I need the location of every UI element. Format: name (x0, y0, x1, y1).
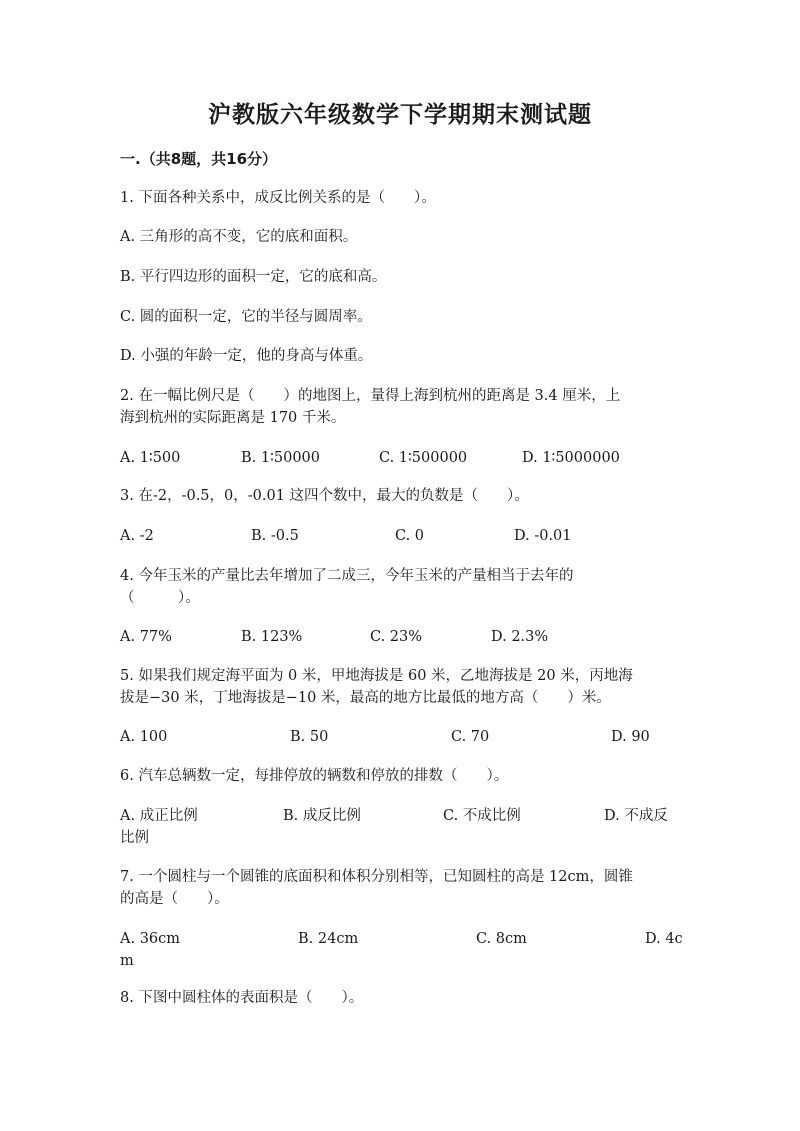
question-1-stem: 1. 下面各种关系中，成反比例关系的是（ ）。 (120, 190, 436, 206)
question-6-stem: 6. 汽车总辆数一定，每排停放的辆数和停放的排数（ ）。 (120, 768, 509, 784)
question-5-option-d: D. 90 (611, 729, 650, 745)
question-6-option-d-wrap: 比例 (120, 830, 149, 846)
question-6-option-a: A. 成正比例 (120, 808, 198, 824)
question-7-option-d-wrap: m (120, 953, 134, 969)
question-6-option-b: B. 成反比例 (283, 808, 361, 824)
question-1-option-a: A. 三角形的高不变，它的底和面积。 (120, 229, 358, 245)
question-1-option-c: C. 圆的面积一定，它的半径与圆周率。 (120, 309, 372, 325)
question-2-option-c: C. 1∶500000 (379, 450, 468, 466)
question-3-stem: 3. 在-2，-0.5，0，-0.01 这四个数中，最大的负数是（ ）。 (120, 488, 529, 504)
question-3-option-d: D. -0.01 (514, 528, 572, 544)
question-4-option-a: A. 77% (120, 629, 172, 645)
question-6-option-d: D. 不成反 (604, 808, 668, 824)
question-3-option-b: B. -0.5 (251, 528, 299, 544)
question-3-option-c: C. 0 (395, 528, 425, 544)
question-7-option-a: A. 36cm (120, 931, 181, 947)
question-7-stem-line-1: 7. 一个圆柱与一个圆锥的底面积和体积分别相等，已知圆柱的高是 12cm，圆锥 (120, 869, 633, 885)
question-4-option-d: D. 2.3% (491, 629, 549, 645)
question-5-stem-line-1: 5. 如果我们规定海平面为 0 米，甲地海拔是 60 米，乙地海拔是 20 米，丙地海 (120, 668, 633, 684)
question-4-option-b: B. 123% (241, 629, 303, 645)
question-2-option-a: A. 1∶500 (120, 450, 181, 466)
question-8-stem: 8. 下图中圆柱体的表面积是（ ）。 (120, 990, 364, 1006)
question-5-option-b: B. 50 (290, 729, 329, 745)
question-5-option-c: C. 70 (451, 729, 490, 745)
question-6-option-c: C. 不成比例 (443, 808, 521, 824)
question-7-option-b: B. 24cm (298, 931, 359, 947)
question-3-option-a: A. -2 (120, 528, 154, 544)
question-2-stem-line-2: 海到杭州的实际距离是 170 千米。 (120, 410, 346, 426)
question-7-stem-line-2: 的高是（ ）。 (120, 891, 229, 907)
question-5-option-a: A. 100 (120, 729, 168, 745)
question-2-option-d: D. 1∶5000000 (522, 450, 620, 466)
question-7-option-c: C. 8cm (476, 931, 527, 947)
question-2-stem-line-1: 2. 在一幅比例尺是（ ）的地图上，量得上海到杭州的距离是 3.4 厘米，上 (120, 388, 621, 404)
question-1-option-d: D. 小强的年龄一定，他的身高与体重。 (120, 348, 373, 364)
question-2-option-b: B. 1∶50000 (241, 450, 320, 466)
question-1-option-b: B. 平行四边形的面积一定，它的底和高。 (120, 269, 387, 285)
question-4-stem-line-1: 4. 今年玉米的产量比去年增加了二成三，今年玉米的产量相当于去年的 (120, 568, 574, 584)
question-7-option-d: D. 4c (645, 931, 683, 947)
question-4-stem-line-2: （ ）。 (120, 590, 200, 606)
page-title: 沪教版六年级数学下学期期末测试题 (208, 102, 592, 128)
question-4-option-c: C. 23% (370, 629, 423, 645)
question-5-stem-line-2: 拔是−30 米，丁地海拔是−10 米，最高的地方比最低的地方高（ ）米。 (120, 690, 611, 706)
section-heading: 一.（共8题，共16分） (120, 150, 278, 168)
